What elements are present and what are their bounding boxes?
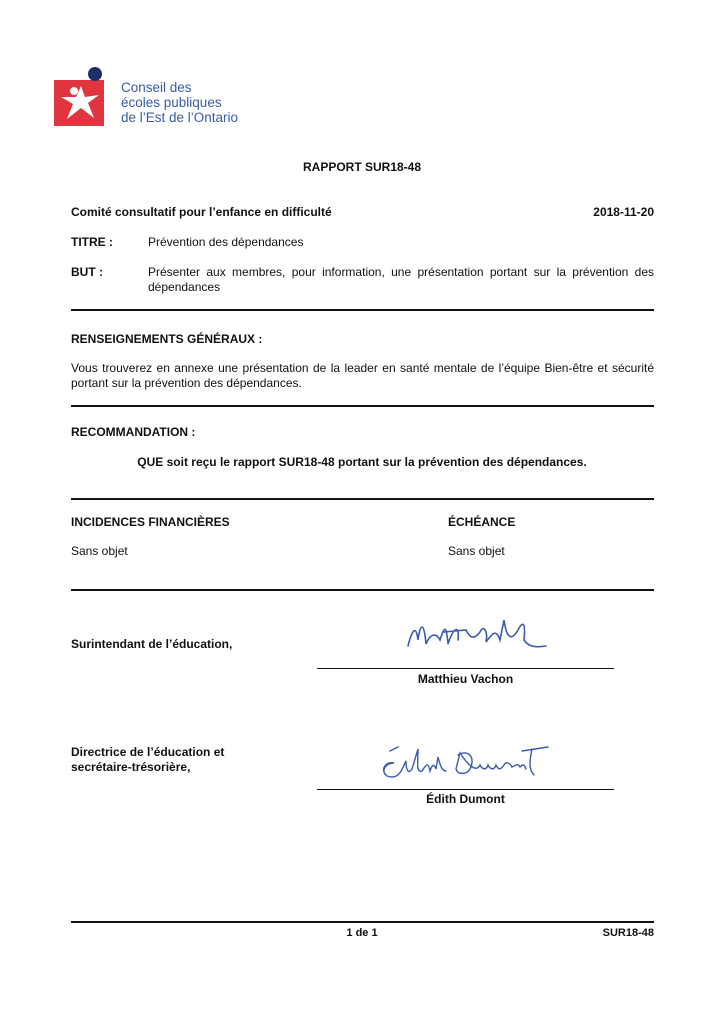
signature-line <box>317 789 614 790</box>
committee-name: Comité consultatif pour l’enfance en difficulté <box>71 205 332 219</box>
board-name <box>121 80 238 125</box>
section-divider <box>71 589 654 591</box>
general-info-text: Vous trouverez en annexe une présentation de la leader en santé mentale de l’équipe Bien-être et sécurité portant sur la prévention des dépendances. <box>71 361 654 390</box>
titre-value: Prévention des dépendances <box>148 235 304 249</box>
recommendation-text: QUE soit reçu le rapport SUR18-48 portant sur la prévention des dépendances. <box>137 455 587 469</box>
titre-label: TITRE : <box>71 235 113 249</box>
board-name-line: écoles publiques <box>121 95 222 110</box>
director-name: Édith Dumont <box>426 792 505 806</box>
superintendent-signature <box>400 610 550 664</box>
superintendent-name: Matthieu Vachon <box>417 672 514 686</box>
financial-value: Sans objet <box>71 544 128 558</box>
director-label-line: Directrice de l’éducation et <box>71 745 225 759</box>
director-label <box>71 745 224 775</box>
director-signature <box>372 735 562 787</box>
report-date: 2018-11-20 <box>593 205 654 219</box>
board-name-line: Conseil des <box>121 80 192 95</box>
report-title: RAPPORT SUR18-48 <box>302 160 422 174</box>
but-label: BUT : <box>71 265 103 279</box>
page-number: 1 de 1 <box>346 927 378 939</box>
board-logo-icon <box>54 66 110 128</box>
deadline-heading: ÉCHÉANCE <box>448 515 516 529</box>
financial-heading: INCIDENCES FINANCIÈRES <box>71 515 230 529</box>
but-value: Présenter aux membres, pour information, une présentation portant sur la prévention des dépendances <box>148 265 654 294</box>
signature-line <box>317 668 614 669</box>
director-label-line: secrétaire-trésorière, <box>71 760 191 774</box>
recommendation-heading: RECOMMANDATION : <box>71 425 196 439</box>
deadline-value: Sans objet <box>448 544 505 558</box>
section-divider <box>71 309 654 311</box>
footer-report-ref: SUR18-48 <box>602 927 654 939</box>
superintendent-label: Surintendant de l’éducation, <box>71 637 233 651</box>
section-divider <box>71 405 654 407</box>
footer-divider <box>71 921 654 923</box>
section-divider <box>71 498 654 500</box>
board-name-line: de l’Est de l’Ontario <box>121 110 239 125</box>
general-info-heading: RENSEIGNEMENTS GÉNÉRAUX : <box>71 332 263 346</box>
